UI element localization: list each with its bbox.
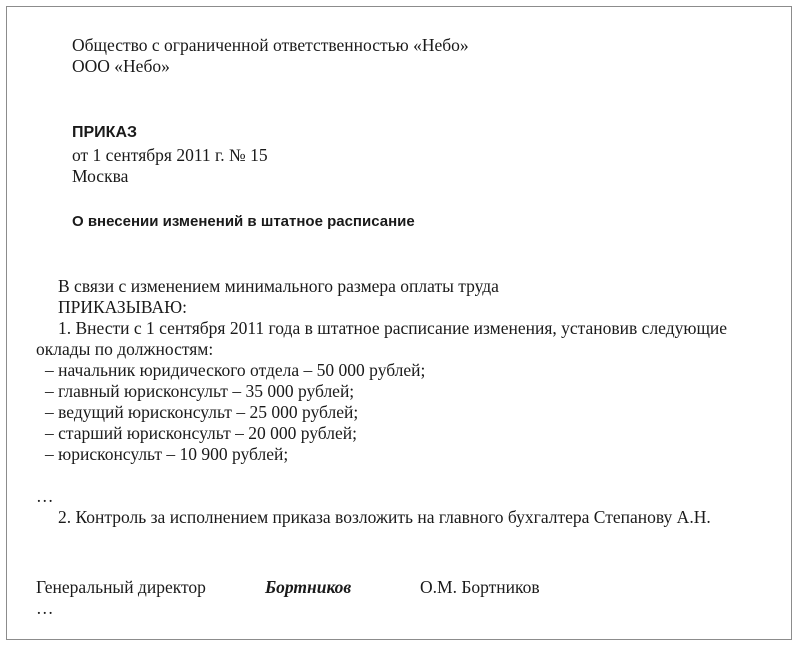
ellipsis: … [36,598,54,618]
organization-full-name: Общество с ограниченной ответственностью «Небо» [72,35,469,55]
spacer [36,465,727,486]
salary-item: – юрисконсульт – 10 900 рублей; [45,444,289,464]
document-city: Москва [72,166,129,186]
ellipsis: … [36,486,54,506]
salary-item: – главный юрисконсульт – 35 000 рублей; [45,381,355,401]
signer-title: Генеральный директор [36,577,206,597]
preamble-text: В связи с изменением минимального размера оплаты труда [58,276,499,296]
document-date-number: от 1 сентября 2011 г. № 15 [72,145,268,165]
document-subject: О внесении изменений в штатное расписание [72,213,415,230]
item-1-line-2: оклады по должностям: [36,339,214,359]
document-body [36,276,727,528]
handwritten-signature: Бортников [265,577,352,597]
document-type: ПРИКАЗ [72,124,138,141]
signer-name: О.М. Бортников [420,577,540,597]
salary-item: – старший юрисконсульт – 20 000 рублей; [45,423,357,443]
signature-block [36,577,736,617]
organization-short-name: ООО «Небо» [72,56,170,76]
salary-item: – начальник юридического отдела – 50 000 рублей; [45,360,426,380]
item-1-line-1: 1. Внести с 1 сентября 2011 года в штатное расписание изменения, установив следующие [58,318,728,338]
item-2-text: 2. Контроль за исполнением приказа возложить на главного бухгалтера Степанову А.Н. [58,507,711,527]
order-word: ПРИКАЗЫВАЮ: [58,297,187,317]
salary-item: – ведущий юрисконсульт – 25 000 рублей; [45,402,359,422]
